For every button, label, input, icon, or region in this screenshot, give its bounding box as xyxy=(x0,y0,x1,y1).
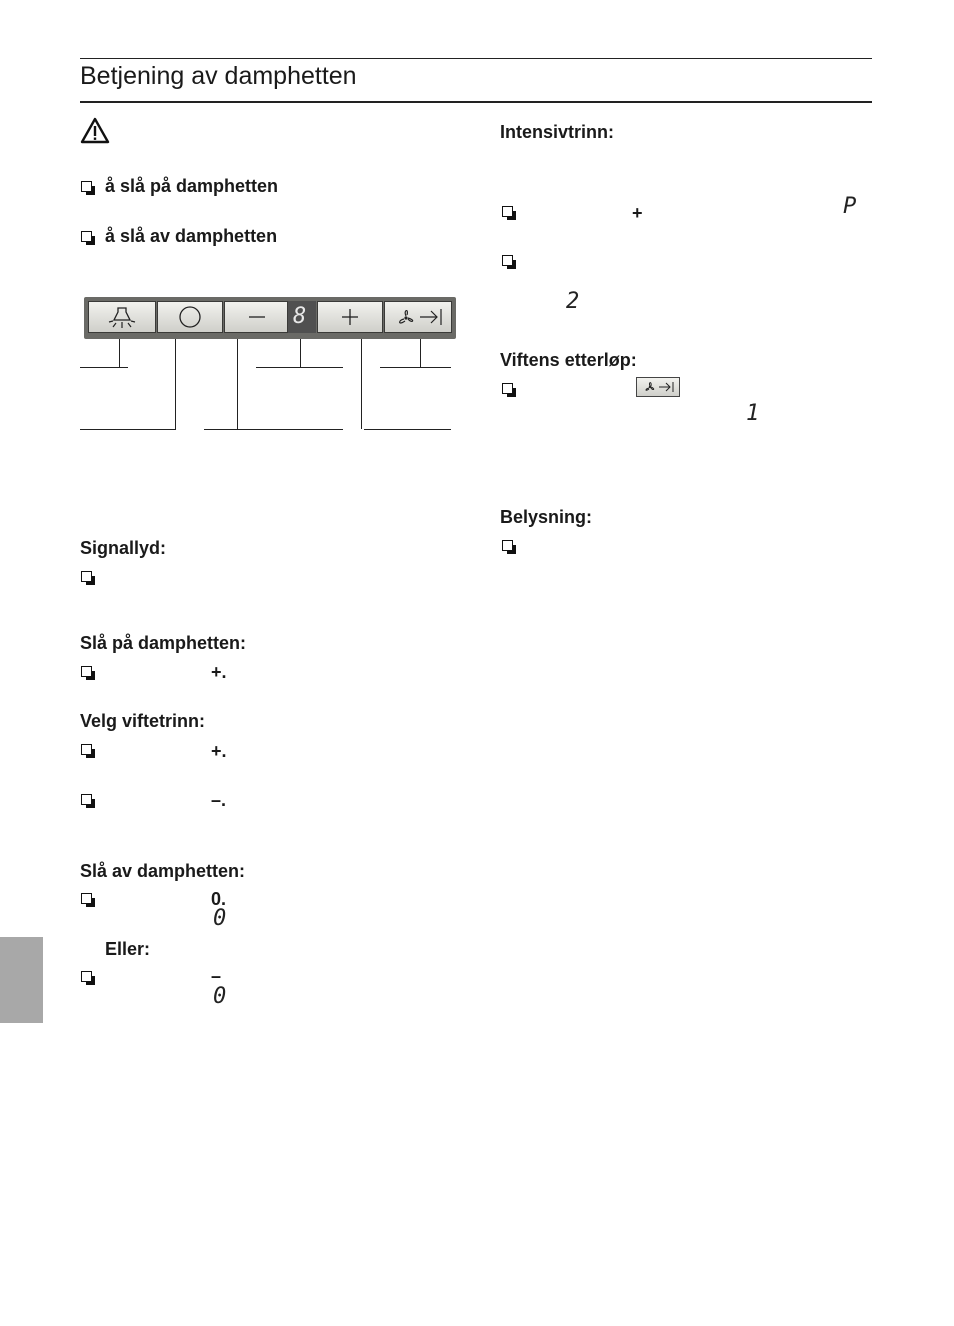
signal-heading: Signallyd: xyxy=(80,538,167,558)
checkbox-bullet xyxy=(502,383,513,394)
checkbox-bullet xyxy=(81,181,92,192)
checkbox-bullet xyxy=(81,794,92,805)
checkbox-bullet xyxy=(81,893,92,904)
run-on-button[interactable] xyxy=(384,301,452,333)
lamp-icon xyxy=(89,302,155,332)
off-button[interactable] xyxy=(157,301,223,333)
speed-key-minus: –. xyxy=(211,790,227,810)
callout-line xyxy=(380,367,451,368)
speed-key-plus: +. xyxy=(211,741,227,761)
language-side-tab xyxy=(0,937,43,1023)
run-on-key-icon xyxy=(636,377,680,397)
checkbox-bullet xyxy=(81,971,92,982)
display-p: P xyxy=(843,194,857,219)
callout-line xyxy=(256,367,343,368)
fan-arrow-icon xyxy=(385,302,451,332)
callout-line xyxy=(364,429,451,430)
checkbox-bullet xyxy=(81,571,92,582)
callout-line xyxy=(119,339,120,367)
circle-icon xyxy=(158,302,222,332)
checkbox-bullet xyxy=(502,206,513,217)
callout-line xyxy=(361,339,362,429)
checkbox-bullet xyxy=(81,744,92,755)
light-button[interactable] xyxy=(88,301,156,333)
intensive-key: + xyxy=(632,203,643,223)
on-key: +. xyxy=(211,662,227,682)
checkbox-bullet xyxy=(502,255,513,266)
plus-icon xyxy=(318,302,382,332)
fan-arrow-icon xyxy=(637,378,679,396)
minus-icon xyxy=(225,302,287,332)
plus-button[interactable] xyxy=(317,301,383,333)
display-digit: 8 xyxy=(293,304,307,329)
page-title: Betjening av damphetten xyxy=(80,62,357,90)
title-rule xyxy=(80,101,872,103)
callout-line xyxy=(175,339,176,429)
speed-heading: Velg viftetrinn: xyxy=(80,711,206,731)
intensive-heading: Intensivtrinn: xyxy=(500,122,615,142)
callout-line xyxy=(237,339,238,429)
control-panel xyxy=(84,297,456,339)
minus-button[interactable] xyxy=(224,301,288,333)
callout-line xyxy=(80,367,128,368)
off-key-dash: – xyxy=(211,966,222,986)
intro-item-on: å slå på damphetten xyxy=(105,176,279,196)
top-rule xyxy=(80,58,872,59)
display-zero-2: 0 xyxy=(213,984,227,1009)
light-heading: Belysning: xyxy=(500,507,593,527)
off-key-zero: 0. xyxy=(211,889,227,909)
intro-item-off: å slå av damphetten xyxy=(105,226,278,246)
on-heading: Slå på damphetten: xyxy=(80,633,247,653)
or-label: Eller: xyxy=(105,939,151,959)
runon-heading: Viftens etterløp: xyxy=(500,350,637,370)
display-zero: 0 xyxy=(213,906,227,931)
fan-level-display xyxy=(288,301,316,333)
display-two: 2 xyxy=(566,289,580,314)
checkbox-bullet xyxy=(81,231,92,242)
checkbox-bullet xyxy=(502,540,513,551)
callout-line xyxy=(80,429,176,430)
callout-line xyxy=(300,339,301,367)
callout-line xyxy=(420,339,421,367)
warning-triangle-icon xyxy=(80,117,110,144)
off-heading: Slå av damphetten: xyxy=(80,861,246,881)
checkbox-bullet xyxy=(81,666,92,677)
callout-line xyxy=(204,429,343,430)
display-one: 1 xyxy=(746,401,760,426)
